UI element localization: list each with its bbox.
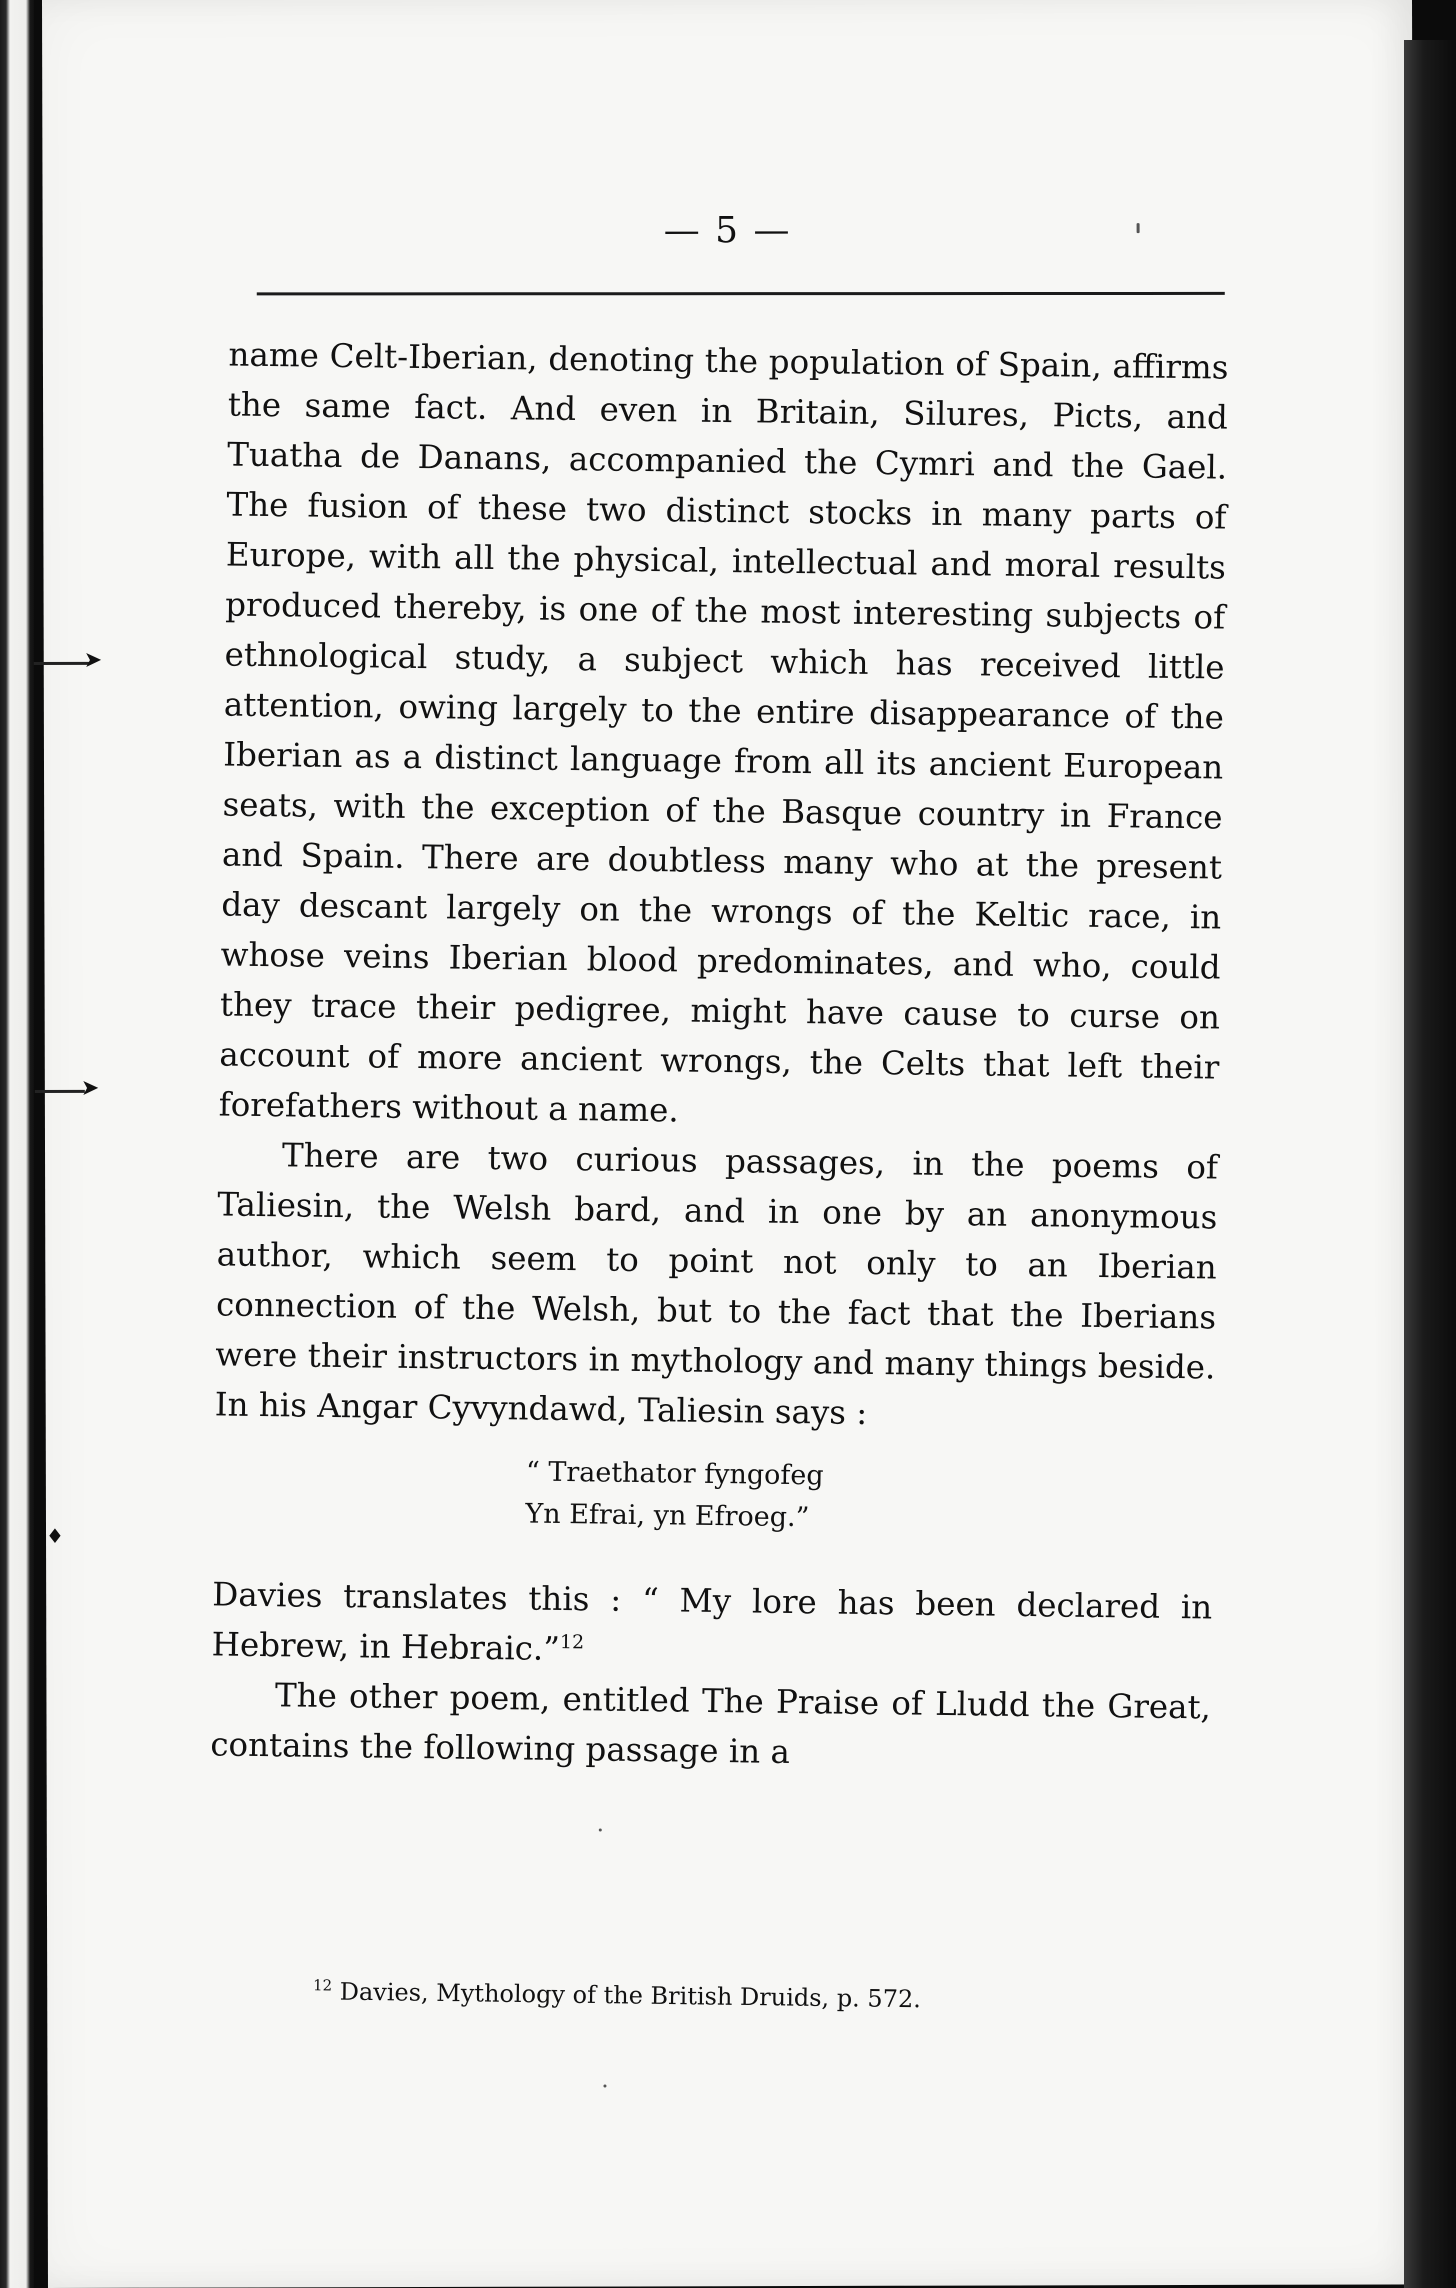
book-page — [42, 0, 1418, 2288]
paragraph-1: name Celt-Iberian, denoting the population of Spain, affirms the same fact. And even in Britain, Silures, Picts, and Tuatha de Danans, accompanied the Cymri and the Gael. The fusion of these two distinct stocks in many parts of Europe, with all the physical, intellectual and moral results produced thereby, is one of the most interesting subjects of ethnological study, a subject which has received little attention, owing largely to the entire disappearance of the Iberian as a distinct language from all its ancient European seats, with the exception of the Basque country in France and Spain. There are doubtless many who at the present day descant largely on the wrongs of the Keltic race, in whose veins Iberian blood predominates, and who, could they trace their pedigree, might have cause to curse on account of more ancient wrongs, the Celts that left their forefathers without a name. — [218, 335, 1229, 1130]
margin-bullet-icon: ♦ — [45, 1523, 64, 1548]
translation-paragraph — [211, 1569, 1212, 1682]
scanner-edge-shadow — [1404, 40, 1456, 2288]
previous-page-edge — [0, 0, 34, 2288]
margin-arrow-shaft-1 — [34, 662, 90, 665]
translation-text: Davies translates this : “ My lore has been declared in Hebrew, in Hebraic.” — [211, 1575, 1213, 1668]
footnote-text: Davies, Mythology of the British Druids, p. 572. — [339, 1977, 922, 2014]
ink-speck — [1137, 223, 1140, 233]
margin-arrow-shaft-2 — [35, 1090, 85, 1093]
ink-speck — [599, 1829, 602, 1832]
footnote-reference: 12 — [559, 1631, 585, 1654]
verse-line-1: “ Traethator fyngofeg — [525, 1456, 824, 1492]
page-number: — 5 — — [663, 210, 792, 252]
paragraph-3: The other poem, entitled The Praise of Lludd the Great, contains the following passage in a — [210, 1676, 1212, 1771]
verse-quotation — [213, 1447, 1214, 1544]
footnote — [313, 1977, 921, 2013]
ink-speck — [603, 2085, 606, 2088]
margin-arrow-icon: ➤ — [83, 647, 103, 673]
footnote-marker: 12 — [312, 1976, 333, 1995]
header-rule — [257, 292, 1225, 296]
verse-line-2: Yn Efrai, yn Efroeg.” — [525, 1498, 810, 1534]
page-body — [210, 330, 1229, 1783]
margin-arrow-icon: ➤ — [80, 1075, 100, 1101]
paragraph-2: There are two curious passages, in the poems of Taliesin, the Welsh bard, and in one by an anonymous author, which seem to point not only to an Iberian connection of the Welsh, but to the fact that the Iberians were their instructors in mythology and many things beside. In his Angar Cyvyndawd, Taliesin says : — [214, 1136, 1219, 1432]
